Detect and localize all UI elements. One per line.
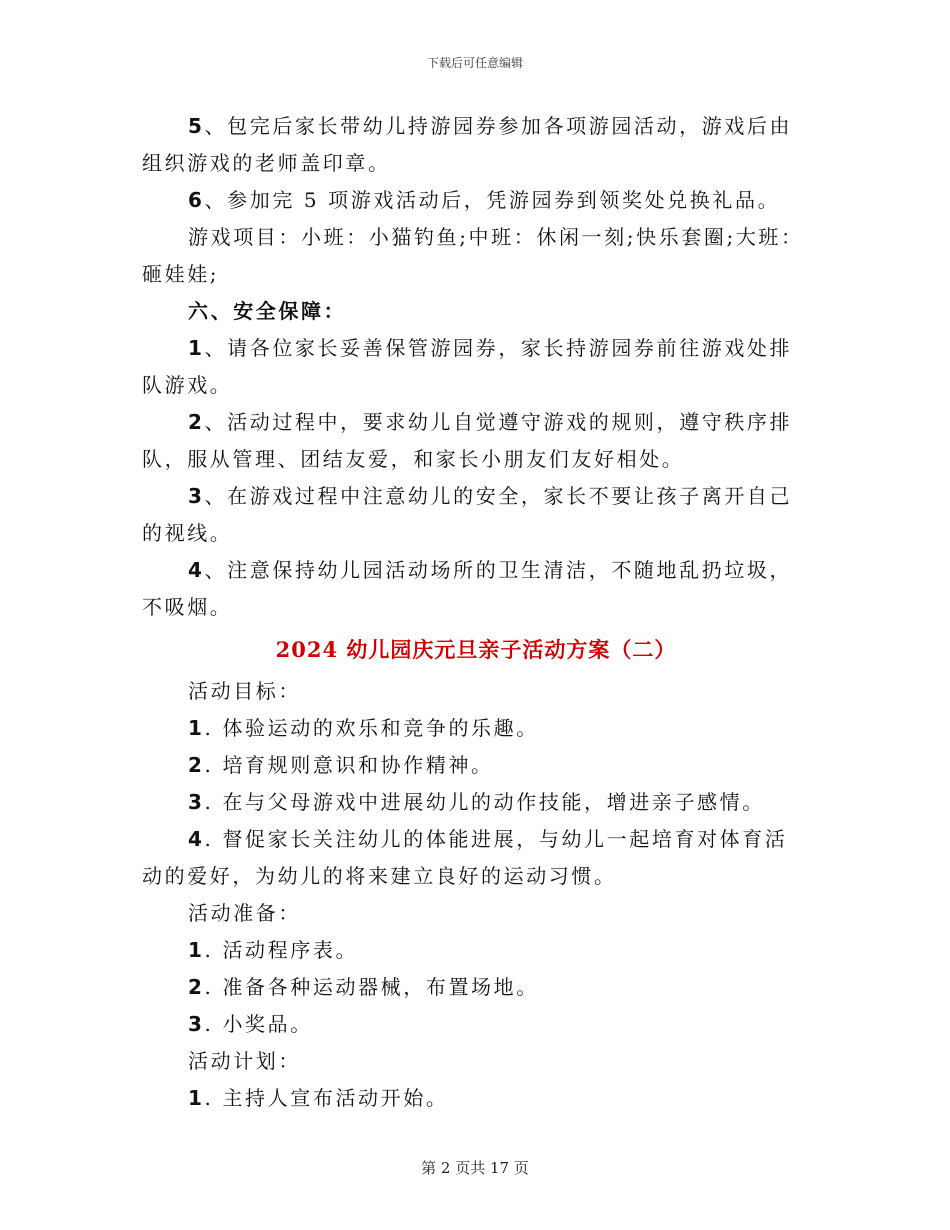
item-text: . 体验运动的欢乐和竞争的乐趣。 <box>204 716 539 740</box>
list-item <box>142 1006 810 1043</box>
list-item <box>142 478 810 552</box>
item-text: 、请各位家长妥善保管游园券，家长持游园券前往游戏处排队游戏。 <box>142 336 793 397</box>
item-number: 1 <box>188 336 205 360</box>
list-item <box>142 182 810 219</box>
goals-label: 活动目标： <box>188 679 301 703</box>
list-item <box>142 821 810 895</box>
item-text: . 准备各种运动器械，布置场地。 <box>204 975 539 999</box>
item-text: 、在游戏过程中注意幼儿的安全，家长不要让孩子离开自己的视线。 <box>142 484 793 545</box>
document-body <box>142 108 810 1117</box>
item-number: 2 <box>188 753 205 777</box>
section-heading: 六、安全保障： <box>188 299 347 323</box>
item-text: 、参加完 5 项游戏活动后，凭游园券到领奖处兑换礼品。 <box>204 188 781 212</box>
item-text: . 督促家长关注幼儿的体能进展，与幼儿一起培育对体育活动的爱好，为幼儿的将来建立良好的运动习惯。 <box>142 827 788 888</box>
item-number: 4 <box>188 827 205 851</box>
list-item <box>142 710 810 747</box>
item-number: 6 <box>188 188 205 212</box>
item-number: 5 <box>188 114 205 138</box>
item-text: 、活动过程中，要求幼儿自觉遵守游戏的规则，遵守秩序排队，服从管理、团结友爱，和家长小朋友们友好相处。 <box>142 410 793 471</box>
item-text: . 活动程序表。 <box>204 938 359 962</box>
list-item <box>142 747 810 784</box>
page-footer: 第 2 页共 17 页 <box>421 1159 529 1177</box>
item-text: . 主持人宣布活动开始。 <box>204 1086 449 1110</box>
item-number: 1 <box>188 1086 205 1110</box>
item-number: 2 <box>188 975 205 999</box>
list-item <box>142 330 810 404</box>
item-text: . 小奖品。 <box>204 1012 313 1036</box>
list-item <box>142 784 810 821</box>
item-text: . 在与父母游戏中进展幼儿的动作技能，增进亲子感情。 <box>204 790 765 814</box>
list-item <box>142 932 810 969</box>
item-text: 、包完后家长带幼儿持游园券参加各项游园活动，游戏后由组织游戏的老师盖印章。 <box>142 114 793 175</box>
item-number: 3 <box>188 1012 205 1036</box>
item-number: 4 <box>188 558 205 582</box>
prep-label: 活动准备： <box>188 901 301 925</box>
list-item <box>142 404 810 478</box>
item-text: 、注意保持幼儿园活动场所的卫生清洁，不随地乱扔垃圾，不吸烟。 <box>142 558 793 619</box>
list-item <box>142 969 810 1006</box>
item-number: 1 <box>188 938 205 962</box>
list-item <box>142 1080 810 1117</box>
list-item <box>142 552 810 626</box>
item-number: 1 <box>188 716 205 740</box>
plan-label: 活动计划： <box>188 1049 301 1073</box>
page-header: 下载后可任意编辑 <box>426 56 523 70</box>
list-item <box>142 108 810 182</box>
games-paragraph: 游戏项目：小班：小猫钓鱼;中班：休闲一刻;快乐套圈;大班：砸娃娃; <box>142 225 804 286</box>
item-number: 3 <box>188 484 205 508</box>
item-number: 3 <box>188 790 205 814</box>
item-text: . 培育规则意识和协作精神。 <box>204 753 494 777</box>
document-title: 2024 幼儿园庆元旦亲子活动方案（二） <box>275 637 677 662</box>
item-number: 2 <box>188 410 205 434</box>
